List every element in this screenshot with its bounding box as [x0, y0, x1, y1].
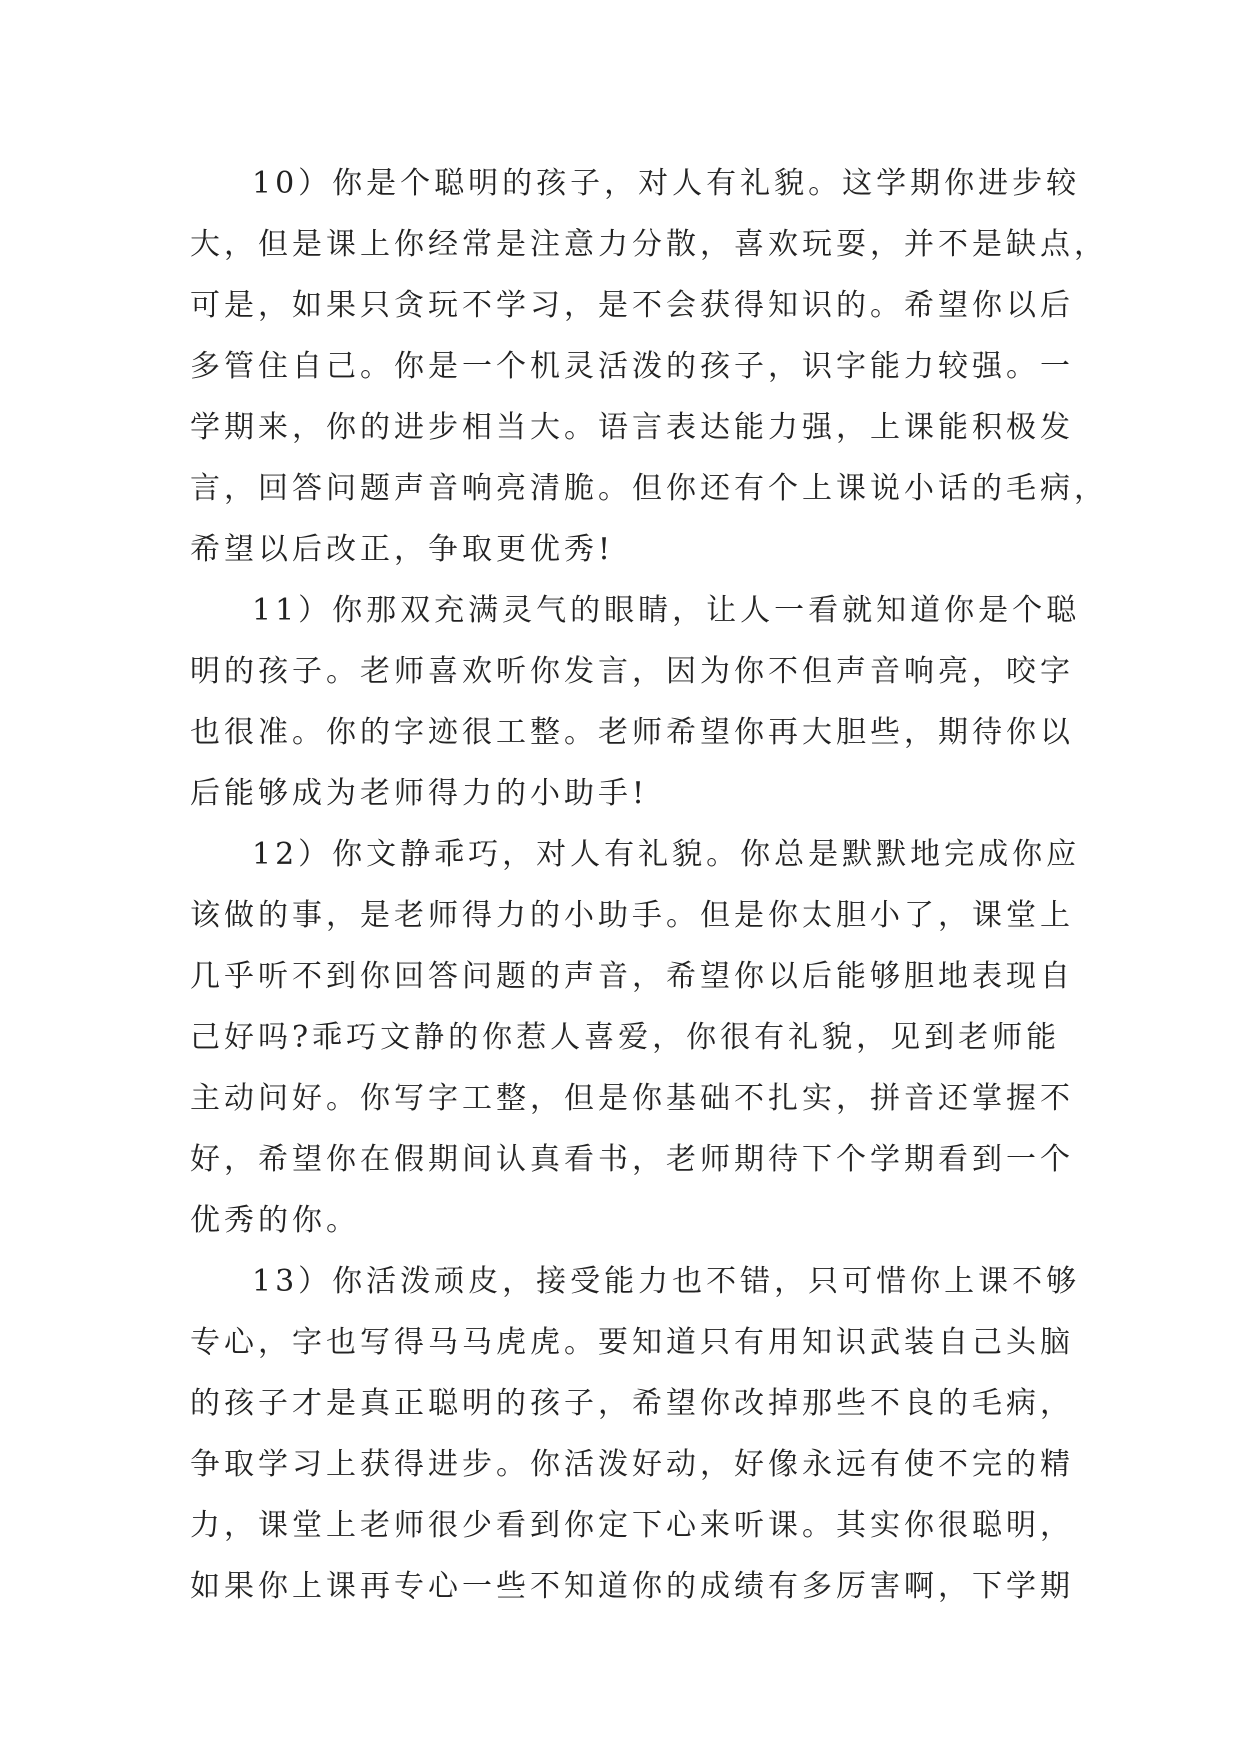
text-line: 多管住自己。你是一个机灵活泼的孩子，识字能力较强。一 [190, 349, 1074, 384]
text-line: 主动问好。你写字工整，但是你基础不扎实，拼音还掌握不 [190, 1081, 1074, 1116]
text-line: 己好吗?乖巧文静的你惹人喜爱，你很有礼貌，见到老师能 [190, 1020, 1061, 1055]
text-line: 如果你上课再专心一些不知道你的成绩有多厉害啊，下学期 [190, 1569, 1074, 1604]
text-line: 争取学习上获得进步。你活泼好动，好像永远有使不完的精 [190, 1447, 1074, 1482]
text-line: 大，但是课上你经常是注意力分散，喜欢玩耍，并不是缺点， [190, 227, 1108, 262]
text-line: 10）你是个聪明的孩子，对人有礼貌。这学期你进步较 [252, 166, 1081, 201]
text-line: 学期来，你的进步相当大。语言表达能力强，上课能积极发 [190, 410, 1074, 445]
text-line: 专心，字也写得马马虎虎。要知道只有用知识武装自己头脑 [190, 1325, 1074, 1360]
text-line: 明的孩子。老师喜欢听你发言，因为你不但声音响亮，咬字 [190, 654, 1074, 689]
text-line: 12）你文静乖巧，对人有礼貌。你总是默默地完成你应 [252, 837, 1081, 872]
text-line: 好，希望你在假期间认真看书，老师期待下个学期看到一个 [190, 1142, 1074, 1177]
text-line: 优秀的你。 [190, 1203, 360, 1238]
text-line: 的孩子才是真正聪明的孩子，希望你改掉那些不良的毛病， [190, 1386, 1074, 1421]
document-body [190, 153, 1108, 1617]
text-line: 可是，如果只贪玩不学习，是不会获得知识的。希望你以后 [190, 288, 1074, 323]
text-line: 11）你那双充满灵气的眼睛，让人一看就知道你是个聪 [252, 593, 1081, 628]
text-line: 言，回答问题声音响亮清脆。但你还有个上课说小话的毛病， [190, 471, 1108, 506]
text-line: 力，课堂上老师很少看到你定下心来听课。其实你很聪明， [190, 1508, 1074, 1543]
text-line: 该做的事，是老师得力的小助手。但是你太胆小了，课堂上 [190, 898, 1074, 933]
text-line: 后能够成为老师得力的小助手! [190, 776, 649, 811]
text-line: 几乎听不到你回答问题的声音，希望你以后能够胆地表现自 [190, 959, 1074, 994]
text-line: 希望以后改正，争取更优秀! [190, 532, 615, 567]
text-line: 13）你活泼顽皮，接受能力也不错，只可惜你上课不够 [252, 1264, 1081, 1299]
text-line: 也很准。你的字迹很工整。老师希望你再大胆些，期待你以 [190, 715, 1074, 750]
